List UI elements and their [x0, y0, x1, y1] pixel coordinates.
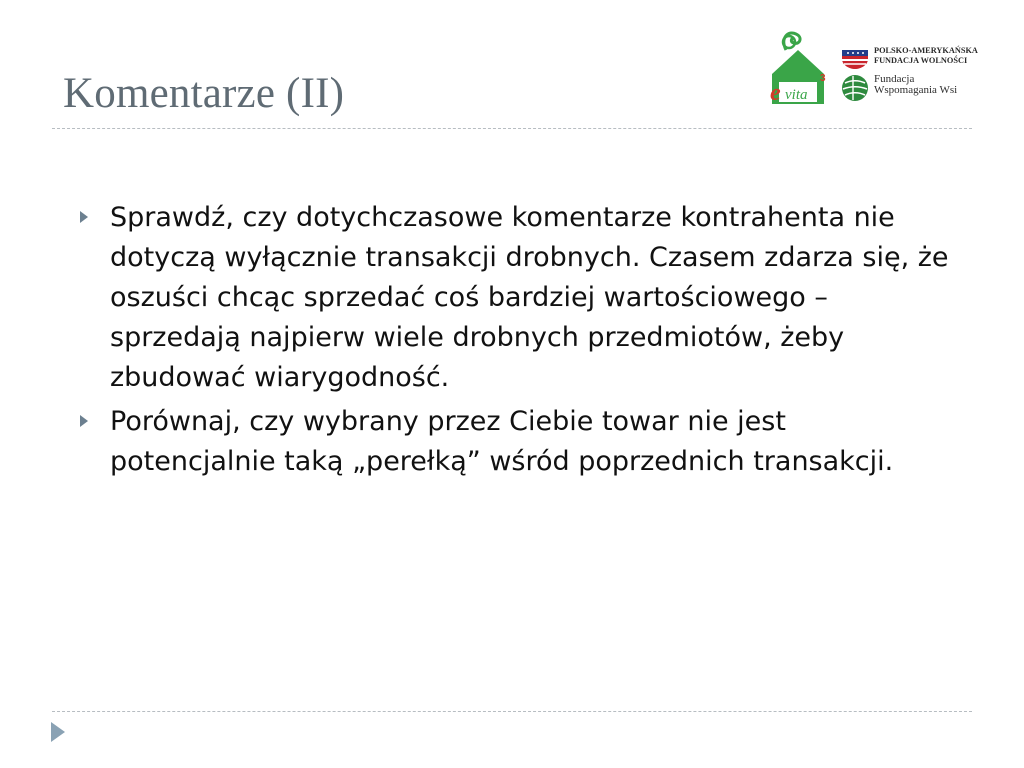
fundacja-wolnosci-line1: POLSKO-AMERYKAŃSKA [874, 46, 978, 55]
triangle-bullet-icon [80, 415, 88, 427]
title-divider [52, 128, 972, 129]
bullet-list [80, 198, 960, 486]
svg-text:3: 3 [820, 73, 826, 84]
triangle-bullet-icon [80, 211, 88, 223]
fundacja-wolnosci-line2: FUNDACJA WOLNOŚCI [874, 56, 968, 65]
footer-divider [52, 711, 972, 712]
bullet-text: Sprawdź, czy dotychczasowe komentarze kontrahenta nie dotyczą wyłącznie transakcji drobnych. Czasem zdarza się, że oszuści chcąc sprzedać coś bardziej wartościowego – sprzedają najpierw wiele drobnych przedmiotów, żeby zbudować wiarygodność. [110, 202, 949, 393]
next-slide-arrow-icon[interactable] [51, 722, 65, 742]
partner-logos [766, 28, 976, 110]
flag-shield-icon [840, 46, 870, 70]
evita-logo [766, 28, 836, 108]
bullet-item [80, 198, 960, 398]
fundacja-wspomagania-line1: Fundacja [874, 73, 915, 85]
svg-text:vita: vita [785, 87, 808, 103]
bullet-item [80, 402, 960, 482]
bullet-text: Porównaj, czy wybrany przez Ciebie towar nie jest potencjalnie taką „perełką” wśród poprzednich transakcji. [110, 406, 894, 477]
svg-text:e: e [770, 80, 781, 106]
fundacja-wspomagania-line2: Wspomagania Wsi [874, 84, 958, 96]
green-globe-icon [840, 74, 870, 102]
slide-title: Komentarze (II) [63, 70, 345, 117]
